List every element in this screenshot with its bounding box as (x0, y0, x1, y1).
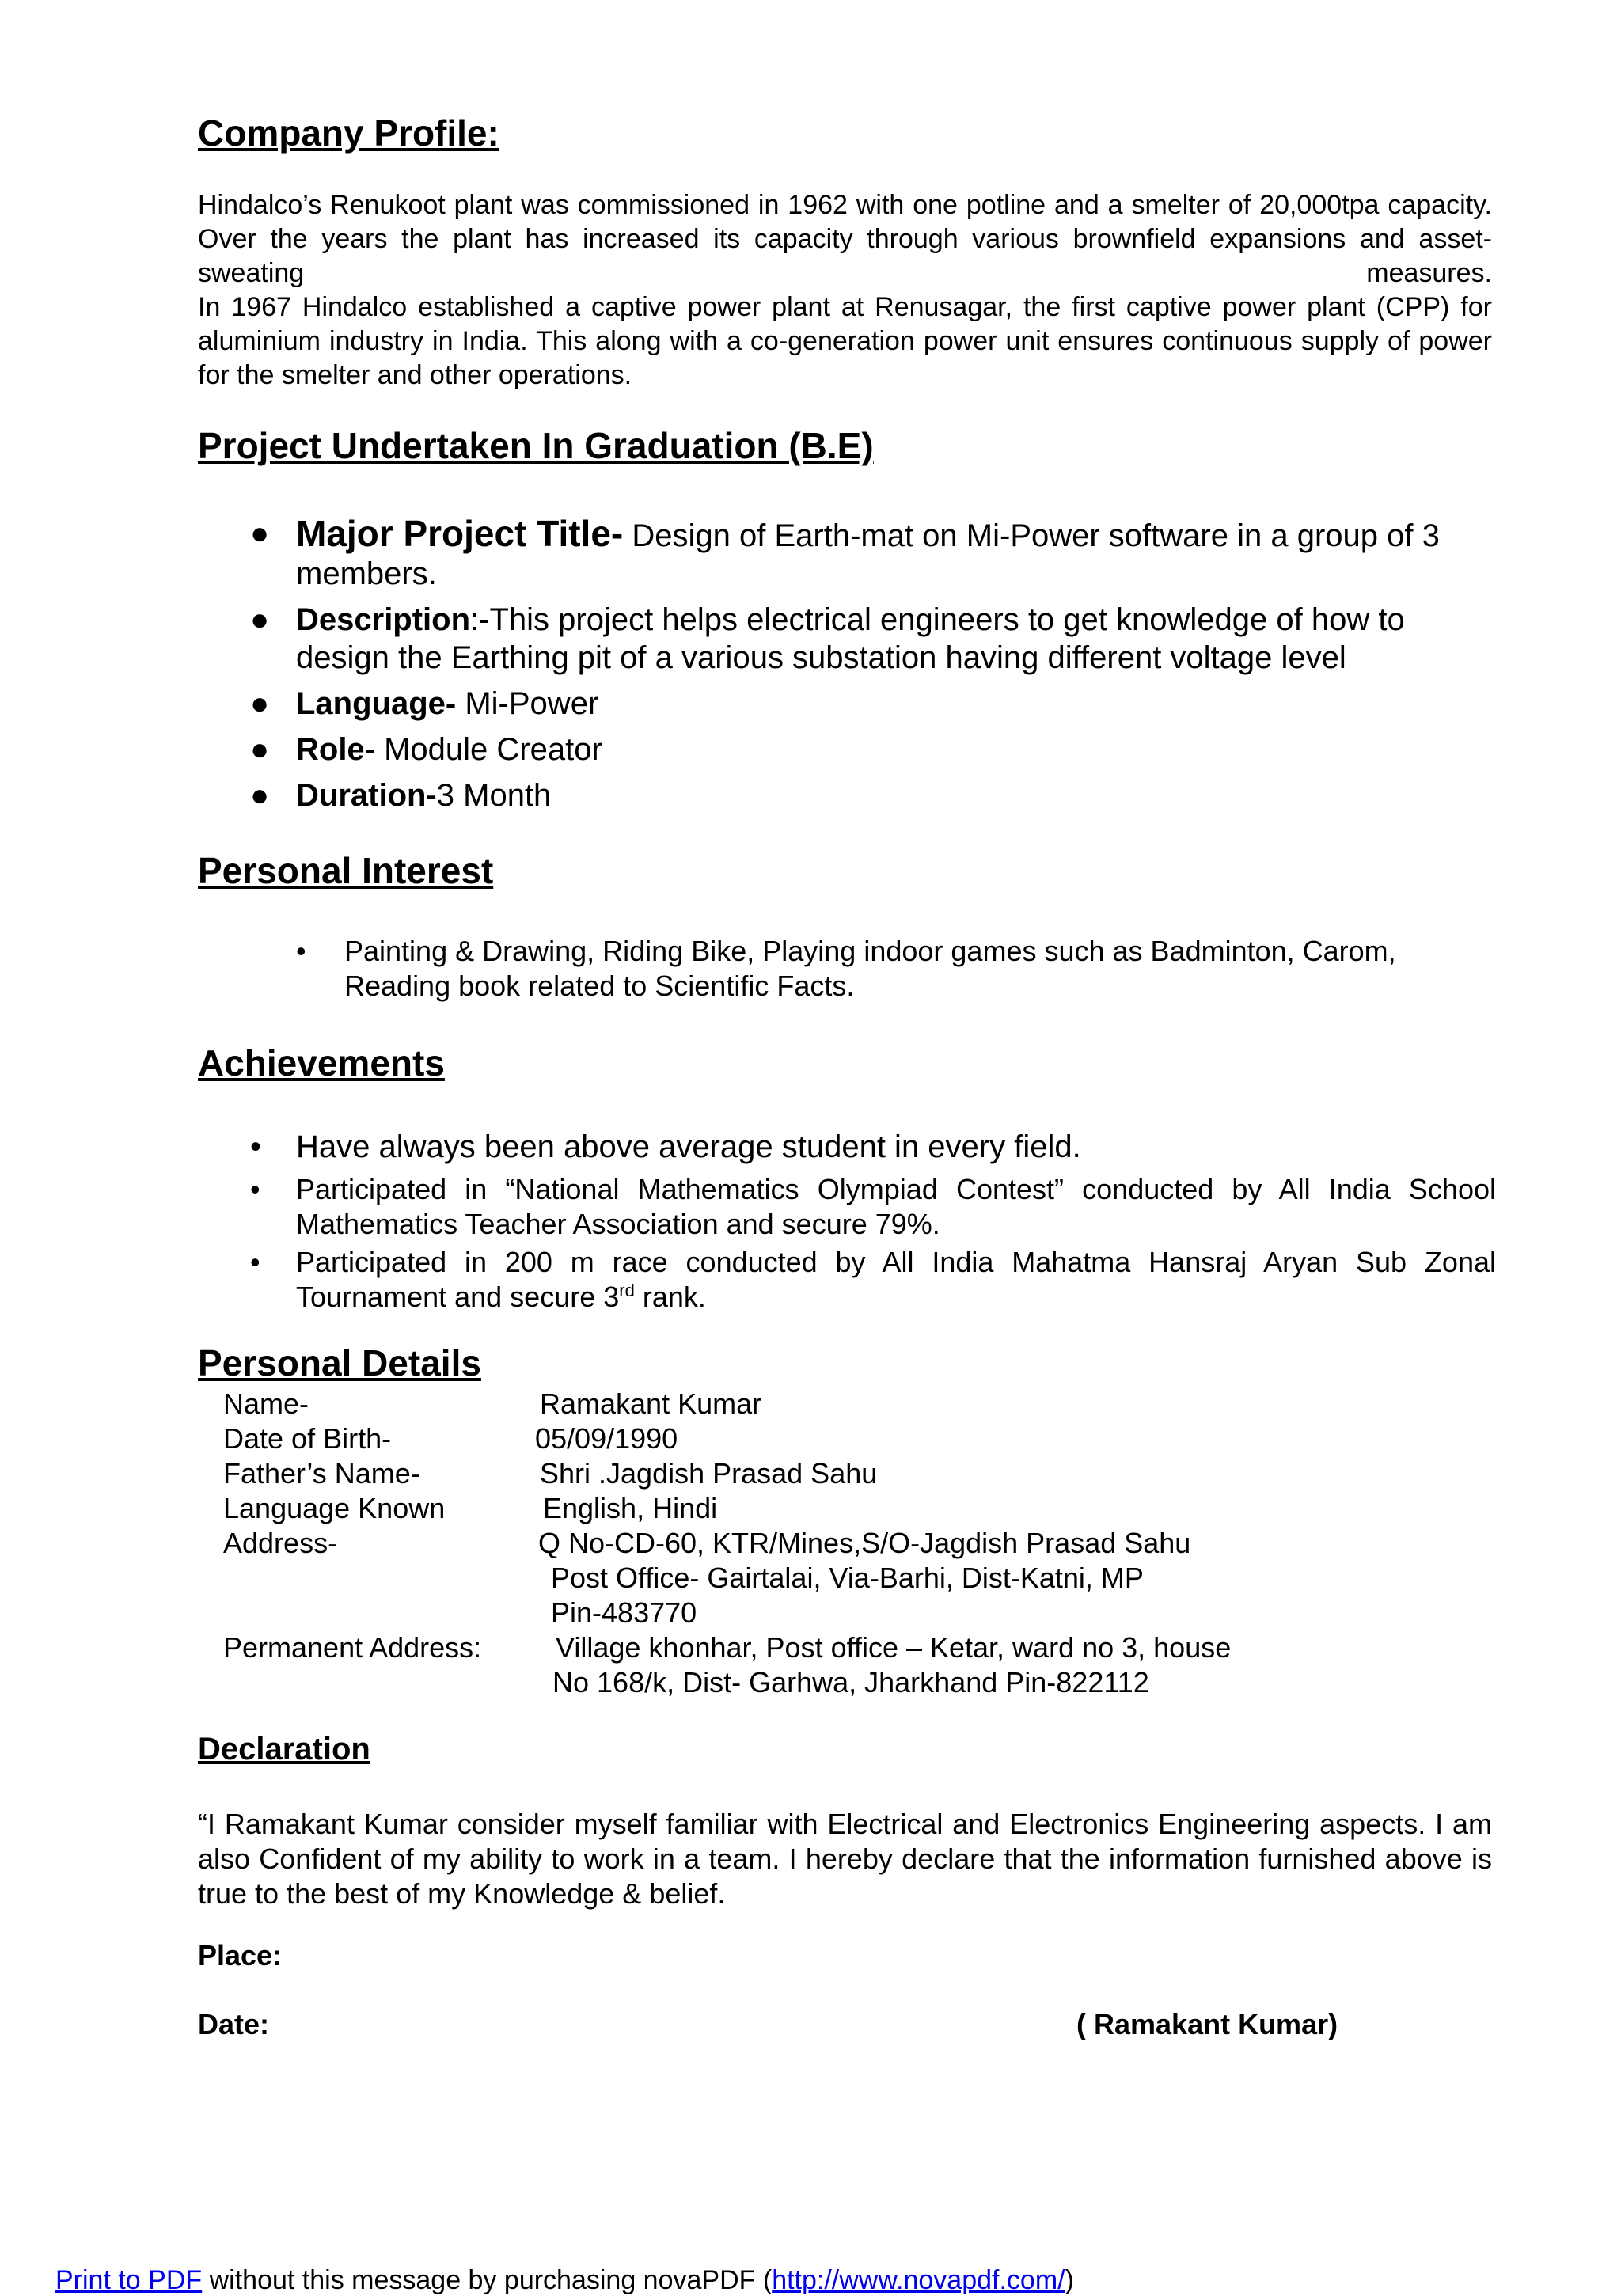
interest-list (198, 934, 1496, 1004)
bullet-icon: • (250, 1246, 260, 1278)
item-text-tail: rank. (634, 1281, 706, 1313)
list-item (198, 685, 1496, 723)
company-profile-heading: Company Profile: (198, 112, 499, 154)
item-text: 3 Month (436, 778, 552, 813)
item-text: Mi-Power (456, 686, 599, 721)
novapdf-link[interactable]: http://www.novapdf.com/ (772, 2265, 1065, 2295)
achievements-heading: Achievements (198, 1042, 445, 1083)
list-item (198, 731, 1496, 768)
declaration-heading: Declaration (198, 1732, 370, 1767)
interest-heading: Personal Interest (198, 850, 494, 891)
item-text: Participated in “National Mathematics Olympiad Contest” conducted by All India School Mathematics Teacher Association and secure 79%. (296, 1173, 1496, 1240)
declaration-text-block (198, 1807, 1492, 1911)
company-paragraph-2: In 1967 Hindalco established a captive power plant at Renusagar, the first captive power plant (CPP) for aluminium industry in India. This along with a co-generation power unit ensures continuous supply of power for the smelter and other operations. (198, 292, 1492, 390)
print-to-pdf-link[interactable]: Print to PDF (55, 2265, 203, 2295)
date-label: Date: (198, 2008, 270, 2040)
detail-value: 05/09/1990 (535, 1422, 678, 1455)
item-text: :-This project helps electrical engineers to get knowledge of how to design the Earthing pit of a various substation having different voltage level (296, 602, 1405, 675)
item-text: Design of Earth-mat on Mi-Power software in a group of 3 members. (296, 518, 1440, 591)
place-label: Place: (198, 1939, 283, 1972)
project-heading: Project Undertaken In Graduation (B.E) (198, 425, 874, 466)
declaration-text: “I Ramakant Kumar consider myself familiar with Electrical and Electronics Engineering aspects. I am also Confident of my ability to work in a team. I hereby declare that the information furnished above is true to the best of my Knowledge & belief. (198, 1808, 1492, 1910)
footer-text: without this message by purchasing novaPDF ( (202, 2265, 773, 2295)
list-item (198, 1172, 1496, 1242)
detail-value: No 168/k, Dist- Garhwa, Jharkhand Pin-822112 (552, 1666, 1149, 1698)
detail-label: Father’s Name- (223, 1457, 420, 1490)
item-text: Have always been above average student in every field. (296, 1129, 1081, 1164)
item-label: Role- (296, 732, 375, 767)
detail-label: Name- (223, 1387, 309, 1420)
list-item (198, 601, 1496, 677)
details-heading: Personal Details (198, 1342, 481, 1383)
item-label: Duration- (296, 778, 437, 813)
item-label: Description (296, 602, 471, 637)
project-list (198, 514, 1496, 822)
footer-banner (55, 2265, 1074, 2296)
bullet-icon: ● (250, 516, 270, 551)
signature-name: ( Ramakant Kumar) (1076, 2008, 1338, 2040)
detail-label: Permanent Address: (223, 1631, 482, 1664)
item-label: Major Project Title- (296, 513, 624, 554)
bullet-icon: ● (250, 602, 270, 637)
list-item (198, 776, 1496, 814)
bullet-icon: ● (250, 778, 270, 813)
item-label: Language- (296, 686, 457, 721)
detail-label: Language Known (223, 1492, 446, 1524)
list-item (198, 1245, 1496, 1315)
company-profile-text (198, 188, 1492, 393)
list-item (198, 934, 1496, 1004)
detail-label: Address- (223, 1527, 338, 1559)
bullet-icon: • (250, 1129, 262, 1164)
bullet-icon: ● (250, 686, 270, 721)
detail-value: Ramakant Kumar (540, 1387, 762, 1420)
item-text: Painting & Drawing, Riding Bike, Playing indoor games such as Badminton, Carom, Reading book related to Scientific Facts. (344, 935, 1396, 1002)
footer-end: ) (1065, 2265, 1074, 2295)
item-text: Module Creator (375, 732, 602, 767)
detail-value: Shri .Jagdish Prasad Sahu (540, 1457, 878, 1490)
company-paragraph-1: Hindalco’s Renukoot plant was commissioned in 1962 with one potline and a smelter of 20,000tpa capacity. Over the years the plant has increased its capacity through various brownfield expansions and asset-sweating measures. (198, 190, 1492, 288)
detail-label: Date of Birth- (223, 1422, 392, 1455)
detail-value: Village khonhar, Post office – Ketar, ward no 3, house (556, 1631, 1232, 1664)
bullet-icon: • (250, 1173, 260, 1205)
detail-value: Pin-483770 (551, 1596, 697, 1629)
item-text: Participated in 200 m race conducted by All India Mahatma Hansraj Aryan Sub Zonal Tournament and secure 3 (296, 1246, 1496, 1313)
detail-value: English, Hindi (543, 1492, 718, 1524)
list-item (198, 1128, 1496, 1166)
list-item (198, 514, 1496, 593)
bullet-icon: ● (250, 732, 270, 767)
achievements-list (198, 1128, 1496, 1318)
detail-value: Post Office- Gairtalai, Via-Barhi, Dist-Katni, MP (551, 1562, 1144, 1594)
bullet-icon: • (296, 935, 306, 967)
superscript: rd (619, 1281, 635, 1300)
detail-value: Q No-CD-60, KTR/Mines,S/O-Jagdish Prasad Sahu (538, 1527, 1191, 1559)
